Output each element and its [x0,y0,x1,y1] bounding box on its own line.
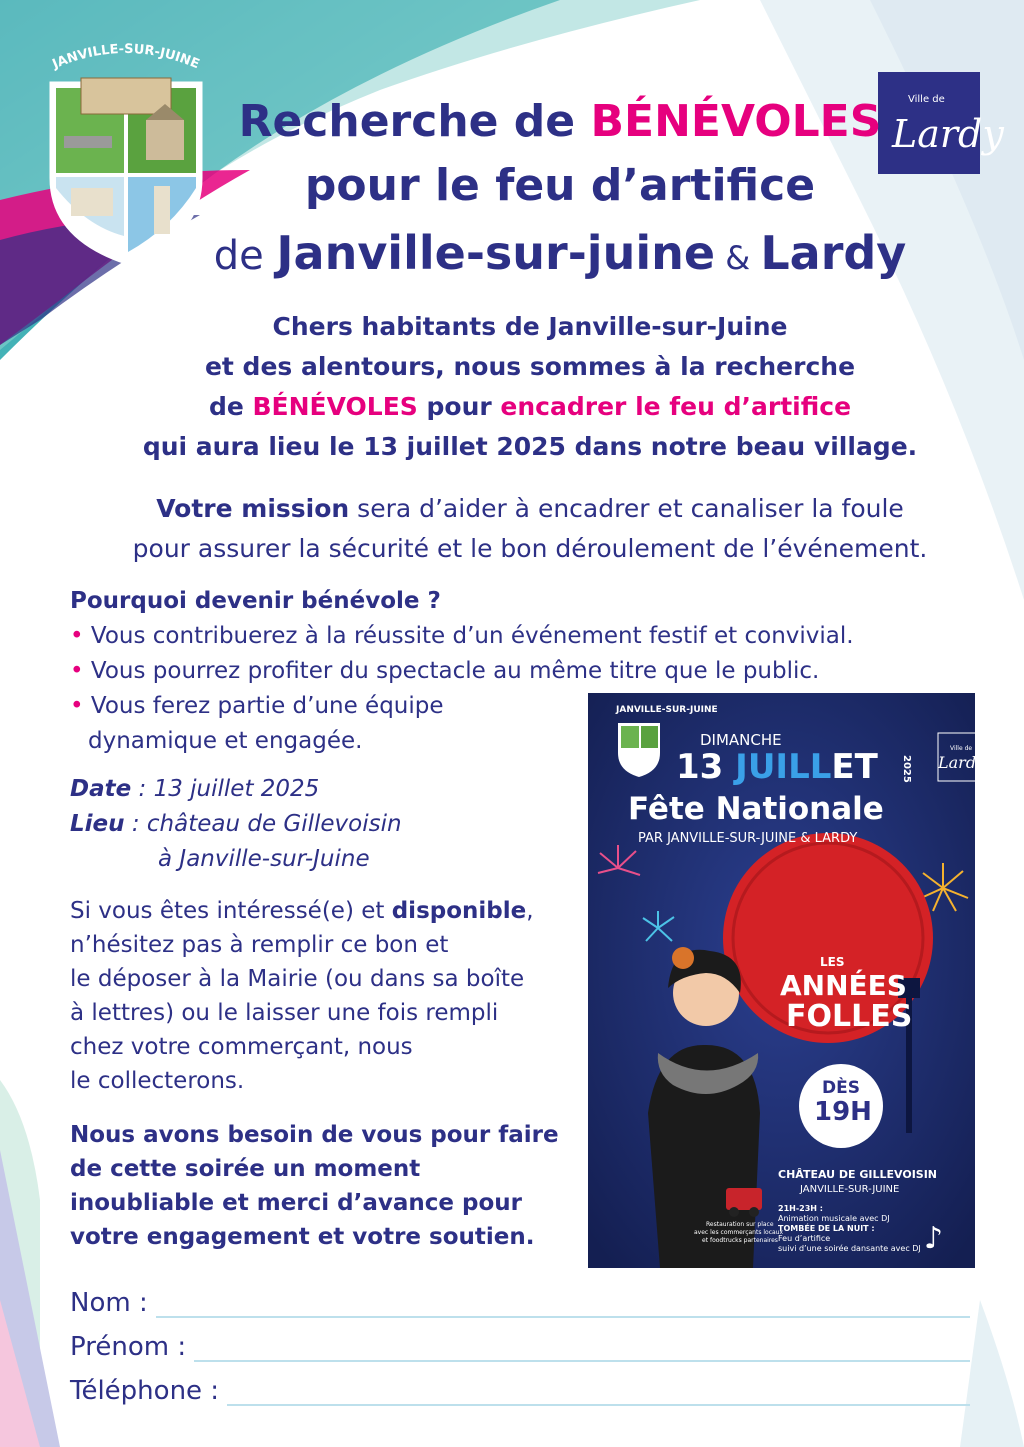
instructions-line-2: n’hésitez pas à remplir ce bon et [70,932,449,958]
why-item-3-cont: dynamique et engagée. [88,728,363,754]
poster-resto-2: avec les commerçants locaux [694,1229,784,1236]
nom-field[interactable] [70,1278,970,1318]
lieu-row [70,807,402,842]
intro-line-4: qui aura lieu le 13 juillet 2025 dans notre beau village. [142,432,918,461]
poster-horaire: 21H-23H : [778,1204,823,1213]
why-item-text: Vous contribuerez à la réussite d’un événement festif et convivial. [90,623,854,649]
title-janville: Janville-sur-juine [276,226,716,280]
poster-chateau: CHÂTEAU DE GILLEVOISIN [778,1168,938,1181]
prenom-field[interactable] [70,1322,970,1362]
poster-soiree: suivi d’une soirée dansante avec DJ [778,1244,921,1253]
poster-folles: FOLLES [786,999,913,1034]
instructions-comma: , [526,898,534,924]
poster-annees: ANNÉES [780,969,907,1002]
closing-line-3: inoubliable et merci d’avance pour [70,1190,523,1216]
poster-fete: Fête Nationale [628,791,884,827]
instructions-text: Si vous êtes intéressé(e) et [70,898,392,924]
lardy-logo-name: Lardy [892,112,1004,156]
instructions-line-5: chez votre commerçant, nous [70,1034,413,1060]
instructions-line-4: à lettres) ou le laisser une fois rempli [70,1000,499,1026]
why-item-3 [70,689,444,724]
poster-dimanche: DIMANCHE [700,731,782,749]
title-text: Recherche de [238,96,591,147]
closing-line-1: Nous avons besoin de vous pour faire [70,1122,559,1148]
intro-encadrer: encadrer le feu d’artifice [500,392,852,421]
title-line-1 [170,96,950,147]
instructions-line-3: le déposer à la Mairie (ou dans sa boîte [70,966,525,992]
date-row [70,772,319,807]
why-item-text: Vous pourrez profiter du spectacle au même titre que le public. [90,658,820,684]
why-item-1 [70,619,854,654]
poster-lardy: Lardy [938,753,986,772]
title-line-3 [170,226,950,280]
mission-label: Votre mission [156,494,350,523]
event-poster [588,693,986,1268]
nom-label: Nom : [70,1288,148,1318]
lieu-value: : château de Gillevoisin [124,811,402,837]
poster-par: PAR JANVILLE-SUR-JUINE & LARDY [638,831,858,846]
bullet-icon: • [70,623,84,649]
telephone-field[interactable] [70,1366,970,1406]
intro-line-2: et des alentours, nous sommes à la recherche [204,352,856,381]
poster-des: DÈS [822,1078,860,1098]
why-item-2 [70,654,819,689]
lieu-label: Lieu [70,811,125,837]
svg-text:JANVILLE-SUR-JUINE [49,42,201,73]
prenom-label: Prénom : [70,1332,187,1362]
mission-line-1 [40,490,1020,528]
intro-de: de [208,392,253,421]
mission-text: sera d’aider à encadrer et canaliser la foule [349,494,904,523]
poster-resto-1: Restauration sur place [706,1221,774,1228]
poster-date [676,747,878,787]
title-de: de [213,233,277,279]
intro-line-3 [60,388,1000,426]
poster-tombee: TOMBÉE DE LA NUIT : [778,1224,875,1233]
prenom-input-line[interactable] [194,1338,970,1362]
poster-month-a: JUILL [735,747,832,787]
why-item-text: Vous ferez partie d’une équipe [90,693,444,719]
title-highlight: BÉNÉVOLES [590,96,882,147]
poster-animation: Animation musicale avec DJ [778,1214,890,1223]
mission-line-2: pour assurer la sécurité et le bon déroulement de l’événement. [132,534,928,563]
poster-les: LES [820,955,845,969]
instructions-disponible: disponible [391,898,527,924]
date-label: Date [70,776,132,802]
poster-janville: JANVILLE-SUR-JUINE [616,705,718,715]
intro-benevoles: BÉNÉVOLES [252,392,418,421]
music-note-icon: ♪ [924,1221,944,1256]
title-lardy: Lardy [760,226,907,280]
title-line-2: pour le feu d’artifice [304,160,816,211]
poster-resto-3: et foodtrucks partenaires [702,1237,778,1244]
poster-feu: Feu d’artifice [778,1234,831,1243]
title-ampersand: & [715,239,761,277]
telephone-label: Téléphone : [70,1376,220,1406]
lardy-logo-small: Ville de [908,94,945,105]
poster-day: 13 [676,747,724,787]
poster-year: 2025 [901,755,912,783]
intro-line-1: Chers habitants de Janville-sur-Juine [272,312,788,341]
nom-input-line[interactable] [156,1294,970,1318]
date-value: : 13 juillet 2025 [131,776,320,802]
poster-heure: 19H [814,1097,872,1127]
poster-lardy-small: Ville de [950,745,973,752]
telephone-input-line[interactable] [227,1382,970,1406]
closing-line-4: votre engagement et votre soutien. [70,1224,535,1250]
lieu-row-2: à Janville-sur-Juine [158,846,370,872]
crest-name: JANVILLE-SUR-JUINE [50,41,202,73]
instructions-line-1 [70,894,534,929]
closing-line-2: de cette soirée un moment [70,1156,421,1182]
instructions-line-6: le collecterons. [70,1068,245,1094]
bullet-icon: • [70,658,84,684]
intro-pour: pour [417,392,501,421]
why-heading: Pourquoi devenir bénévole ? [70,588,441,614]
poster-month-b: ET [831,747,878,787]
poster-ville: JANVILLE-SUR-JUINE [800,1184,900,1195]
bullet-icon: • [70,693,84,719]
